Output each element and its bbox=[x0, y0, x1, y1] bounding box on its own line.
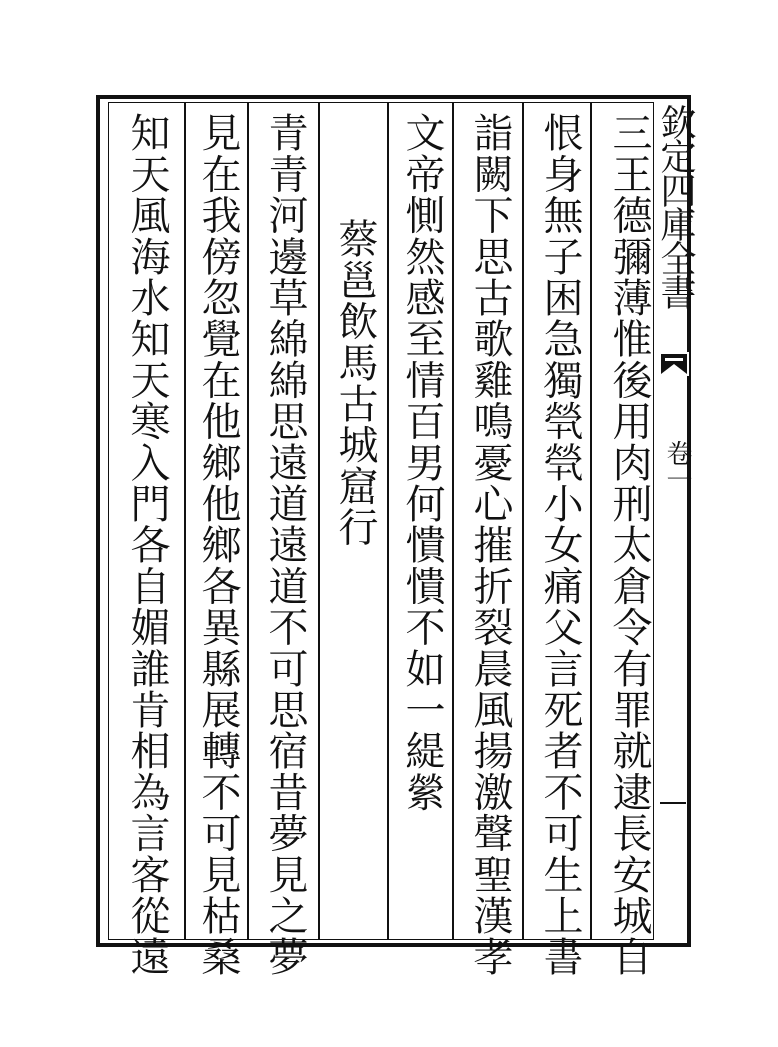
text-column-6: 青青河邊草綿綿思遠道遠道不可思宿昔夢見之夢 bbox=[262, 112, 308, 978]
column-rule bbox=[247, 102, 249, 940]
column-rule bbox=[184, 102, 186, 940]
volume-label: 卷一 bbox=[662, 440, 692, 492]
margin-tick bbox=[660, 802, 686, 804]
column-rule bbox=[522, 102, 524, 940]
column-rule bbox=[387, 102, 389, 940]
fishtail-mark-icon bbox=[659, 352, 689, 376]
text-column-8: 知天風海水知天寒入門各自媚誰肯相為言客從遠 bbox=[124, 112, 170, 978]
text-column-7: 見在我傍忽覺在他鄉他鄉各異縣展轉不可見枯桑 bbox=[195, 112, 241, 978]
book-title-margin: 欽定四庫全書 bbox=[655, 104, 696, 308]
text-column-2: 恨身無子困急獨煢煢小女痛父言死者不可生上書 bbox=[537, 112, 583, 978]
column-rule bbox=[318, 102, 320, 940]
text-column-4: 文帝惻然感至情百男何憒憒不如一緹縈 bbox=[399, 112, 445, 813]
column-rule bbox=[452, 102, 454, 940]
poem-title: 蔡邕飲馬古城窟行 bbox=[332, 218, 378, 548]
column-rule bbox=[590, 102, 592, 940]
text-column-1: 三王德彌薄惟後用肉刑太倉令有罪就逮長安城自 bbox=[606, 112, 652, 978]
text-column-3: 詣闕下思古歌雞鳴憂心摧折裂晨風揚激聲聖漢孝 bbox=[467, 112, 513, 978]
